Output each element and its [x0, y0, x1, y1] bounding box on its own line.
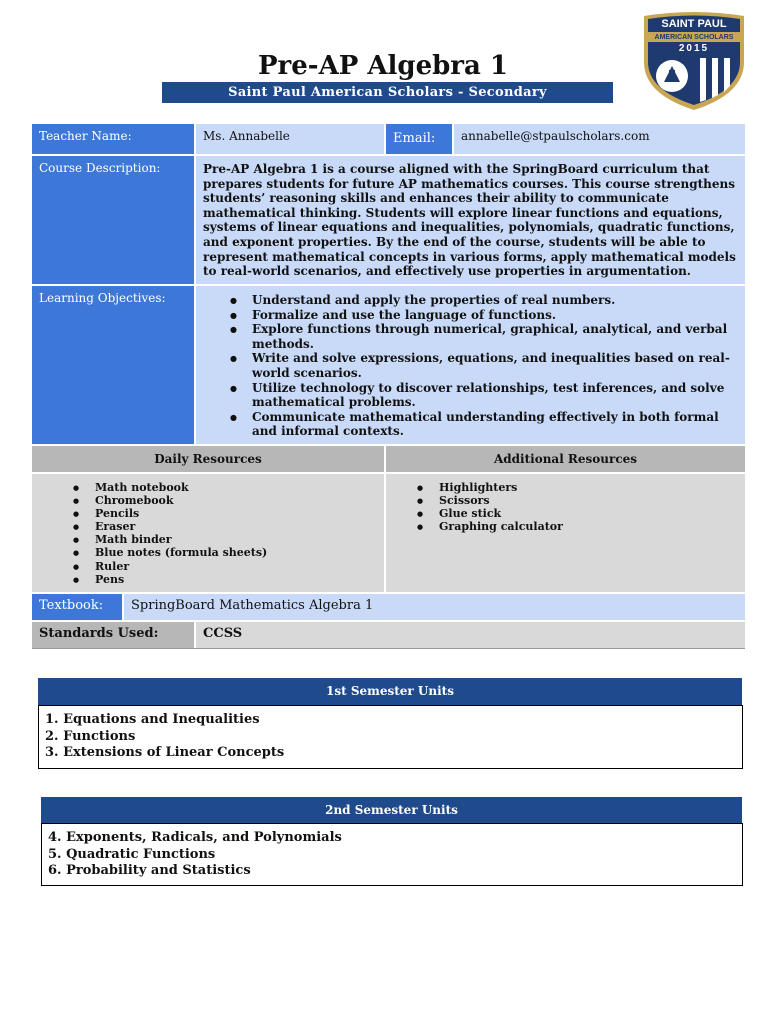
- unit-item: 1. Equations and Inequalities: [45, 712, 260, 727]
- objective-item: ● Write and solve expressions, equations, and inequalities based on real-world scenarios.: [206, 351, 735, 380]
- logo-line-1: SAINT PAUL: [661, 18, 727, 30]
- learning-objectives-label: [32, 286, 194, 444]
- list-item: ● Pencils: [52, 507, 364, 520]
- textbook-value: [124, 594, 745, 620]
- objective-item: ● Explore functions through numerical, graphical, analytical, and verbal methods.: [206, 322, 735, 351]
- objectives-list: [206, 293, 735, 439]
- email-value[interactable]: [454, 124, 745, 154]
- semester-1-header: 1st Semester Units: [38, 678, 742, 705]
- list-item: ● Math notebook: [52, 481, 364, 494]
- textbook-label-text: Textbook:: [39, 598, 104, 613]
- daily-resources-list: [52, 481, 364, 586]
- semester-1-units: [38, 705, 743, 769]
- list-item: ● Glue stick: [396, 507, 735, 520]
- course-description-label-text: Course Description:: [39, 161, 161, 175]
- unit-item: 2. Functions: [45, 728, 136, 744]
- teacher-label: [32, 124, 194, 154]
- additional-resources-body: [386, 474, 745, 592]
- list-item: ● Highlighters: [396, 481, 735, 494]
- daily-resources-header: Daily Resources: [32, 446, 384, 472]
- semester-2-units: [41, 823, 743, 886]
- learning-objectives-label-text: Learning Objectives:: [39, 291, 166, 305]
- objective-item: ● Formalize and use the language of functions.: [206, 308, 735, 323]
- standards-label: [32, 622, 194, 648]
- course-description-label: [32, 156, 194, 284]
- standards-value: [196, 622, 745, 648]
- semester-2-header: 2nd Semester Units: [41, 797, 742, 824]
- list-item: ● Chromebook: [52, 494, 364, 507]
- additional-resources-header: Additional Resources: [386, 446, 745, 472]
- course-description-value: [196, 156, 745, 284]
- teacher-value: [196, 124, 384, 154]
- unit-item: 4. Exponents, Radicals, and Polynomials: [48, 830, 342, 845]
- list-item: ● Math binder: [52, 533, 364, 546]
- list-item: ● Ruler: [52, 560, 364, 573]
- unit-item: 5. Quadratic Functions: [48, 846, 216, 862]
- school-logo: [640, 10, 748, 112]
- standards-label-text: Standards Used:: [39, 626, 159, 641]
- daily-resources-body: [32, 474, 384, 592]
- textbook-label: [32, 594, 122, 620]
- additional-resources-list: [396, 481, 735, 533]
- page-subtitle: Saint Paul American Scholars - Secondary: [162, 82, 613, 103]
- objective-item: ● Communicate mathematical understanding effectively in both formal and informal contexts.: [206, 410, 735, 439]
- list-item: ● Blue notes (formula sheets): [52, 546, 364, 559]
- page-title: Pre-AP Algebra 1: [258, 51, 508, 81]
- learning-objectives-value: [196, 286, 745, 444]
- email-label: [386, 124, 452, 154]
- list-item: ● Eraser: [52, 520, 364, 533]
- email-label-text: Email:: [393, 131, 436, 146]
- table-bottom-divider: [32, 648, 745, 649]
- logo-line-2: AMERICAN SCHOLARS: [654, 34, 734, 41]
- email-link[interactable]: annabelle@stpaulscholars.com: [461, 129, 650, 143]
- teacher-name-text: Ms. Annabelle: [203, 129, 290, 143]
- course-description-text: Pre-AP Algebra 1 is a course aligned with the SpringBoard curriculum that prepares students for future AP mathematics courses. This course strengthens students’ reasoning skills and enhances their ability to communicate mathematical thinking. Students will explore linear functions and equations, systems of linear equations and inequalities, polynomials, quadratic functions, and exponent properties. By the end of the course, students will be able to represent mathematical concepts in various forms, apply mathematical models to real-world scenarios, and effectively use properties in argumentation.: [203, 162, 736, 279]
- list-item: ● Pens: [52, 573, 364, 586]
- textbook-value-text: SpringBoard Mathematics Algebra 1: [131, 598, 374, 613]
- logo-year: 2015: [678, 43, 710, 54]
- list-item: ● Graphing calculator: [396, 520, 735, 533]
- unit-item: 6. Probability and Statistics: [48, 863, 251, 878]
- standards-value-text: CCSS: [203, 626, 243, 641]
- unit-item: 3. Extensions of Linear Concepts: [45, 745, 285, 760]
- objective-item: ● Understand and apply the properties of real numbers.: [206, 293, 735, 308]
- teacher-label-text: Teacher Name:: [39, 129, 132, 143]
- objective-item: ● Utilize technology to discover relationships, test inferences, and solve mathematical problems.: [206, 381, 735, 410]
- list-item: ● Scissors: [396, 494, 735, 507]
